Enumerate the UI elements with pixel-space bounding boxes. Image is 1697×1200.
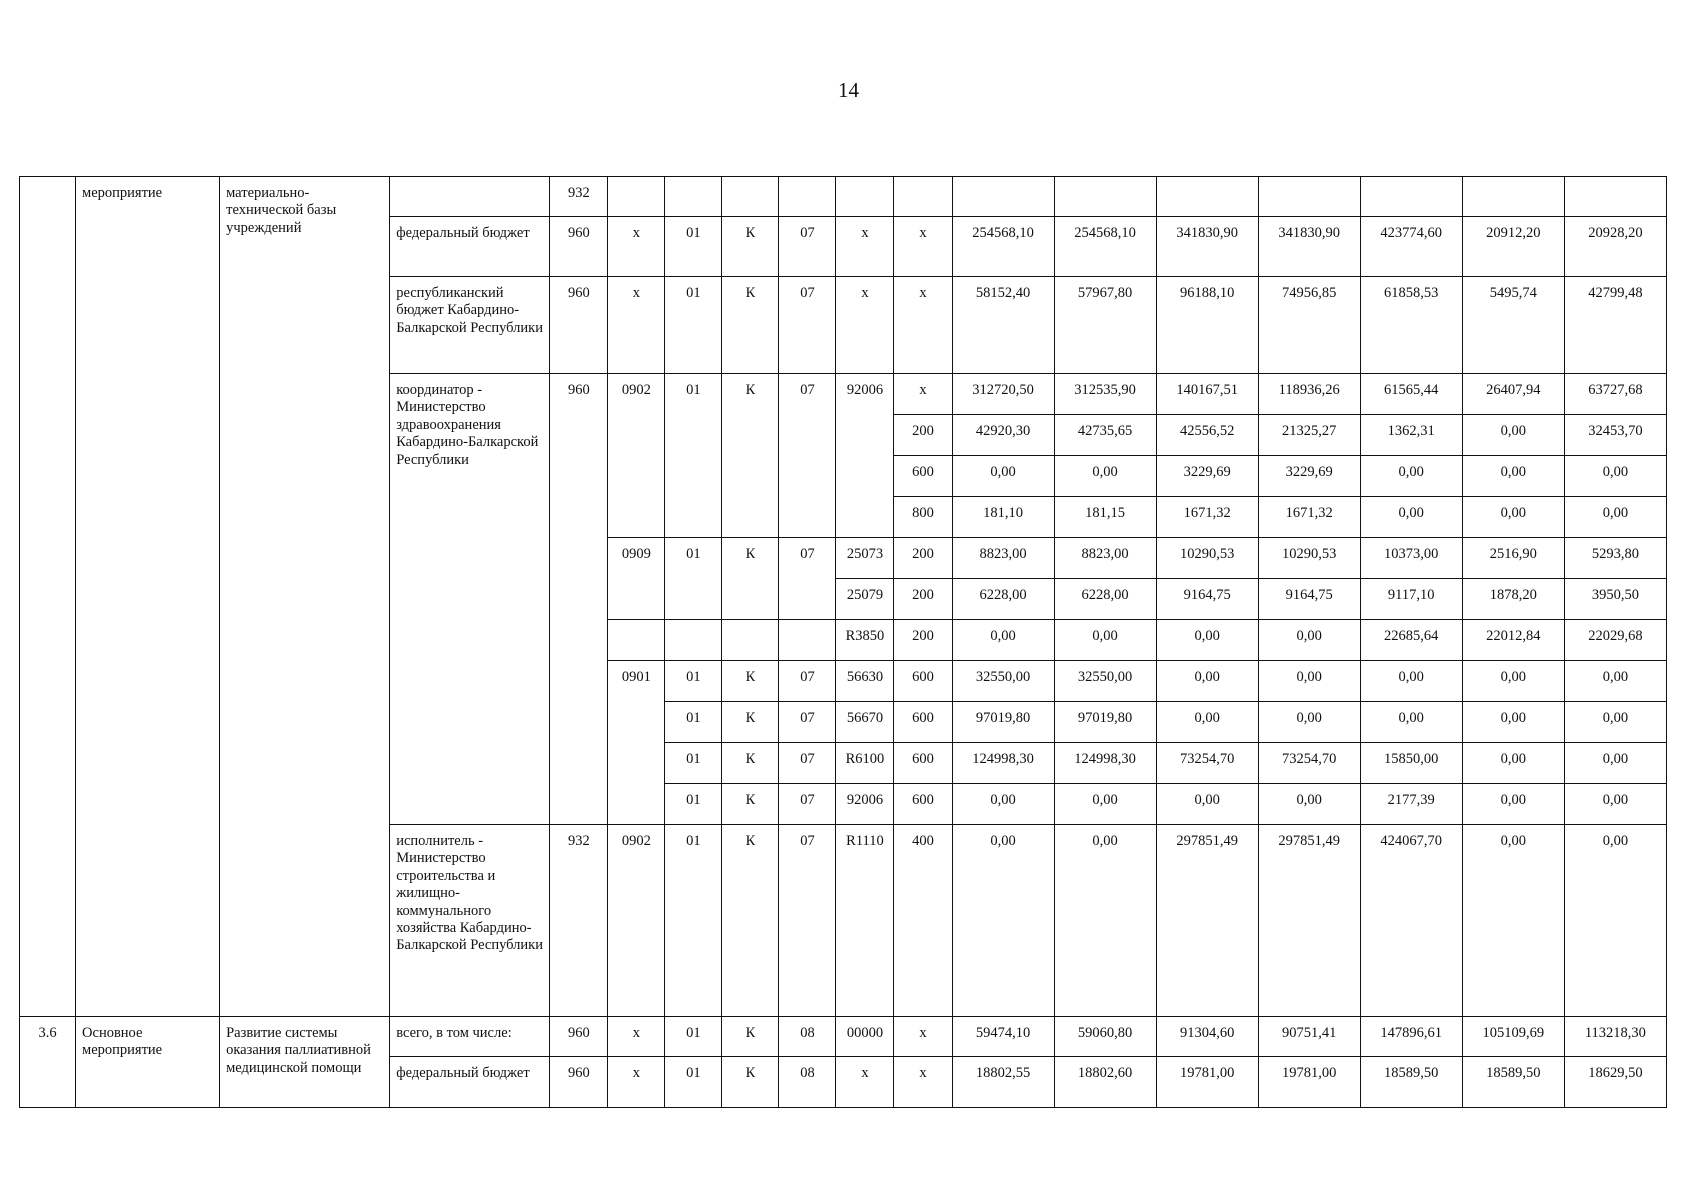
table-cell: 0,00 bbox=[1564, 825, 1666, 1017]
table-cell bbox=[1564, 177, 1666, 217]
table-cell: 01 bbox=[665, 702, 722, 743]
table-cell: 118936,26 bbox=[1258, 374, 1360, 415]
table-cell: 600 bbox=[894, 743, 952, 784]
table-cell: R3850 bbox=[836, 620, 894, 661]
table-cell bbox=[20, 177, 76, 1017]
table-cell: 07 bbox=[779, 217, 836, 277]
table-cell: 0902 bbox=[608, 825, 665, 1017]
table-cell bbox=[722, 177, 779, 217]
table-cell: К bbox=[722, 784, 779, 825]
table-cell: х bbox=[608, 277, 665, 374]
table-cell: 0,00 bbox=[1462, 784, 1564, 825]
table-cell: 0,00 bbox=[1360, 456, 1462, 497]
table-cell: 25073 bbox=[836, 538, 894, 579]
table-cell: 0,00 bbox=[1564, 456, 1666, 497]
table-cell: х bbox=[894, 1017, 952, 1057]
table-cell: К bbox=[722, 217, 779, 277]
table-cell: R1110 bbox=[836, 825, 894, 1017]
table-cell: К bbox=[722, 702, 779, 743]
table-cell: Развитие системы оказания паллиативной медицинской помощи bbox=[220, 1017, 390, 1108]
table-cell: 10373,00 bbox=[1360, 538, 1462, 579]
table-cell bbox=[665, 620, 722, 661]
table-cell: 5293,80 bbox=[1564, 538, 1666, 579]
table-cell: 181,15 bbox=[1054, 497, 1156, 538]
table-cell: 932 bbox=[550, 177, 608, 217]
table-cell: 21325,27 bbox=[1258, 415, 1360, 456]
table-cell: 2516,90 bbox=[1462, 538, 1564, 579]
table-cell: 90751,41 bbox=[1258, 1017, 1360, 1057]
table-cell: 424067,70 bbox=[1360, 825, 1462, 1017]
table-cell bbox=[390, 177, 550, 217]
table-cell: 254568,10 bbox=[952, 217, 1054, 277]
table-cell: 8823,00 bbox=[1054, 538, 1156, 579]
table-cell: 0,00 bbox=[1360, 661, 1462, 702]
table-cell: х bbox=[894, 1057, 952, 1108]
table-cell: 97019,80 bbox=[1054, 702, 1156, 743]
table-cell: 341830,90 bbox=[1156, 217, 1258, 277]
table-cell: 07 bbox=[779, 374, 836, 538]
table-cell bbox=[1462, 177, 1564, 217]
table-cell: 61858,53 bbox=[1360, 277, 1462, 374]
table-cell: 59474,10 bbox=[952, 1017, 1054, 1057]
table-cell: 22012,84 bbox=[1462, 620, 1564, 661]
table-cell: 19781,00 bbox=[1258, 1057, 1360, 1108]
budget-table bbox=[19, 176, 1667, 1108]
table-cell: 297851,49 bbox=[1156, 825, 1258, 1017]
table-cell: 0901 bbox=[608, 661, 665, 825]
table-cell: 0,00 bbox=[1156, 620, 1258, 661]
table-cell bbox=[1054, 177, 1156, 217]
table-cell: 10290,53 bbox=[1258, 538, 1360, 579]
table-cell: 0,00 bbox=[1258, 661, 1360, 702]
table-cell: 73254,70 bbox=[1258, 743, 1360, 784]
table-cell: 312720,50 bbox=[952, 374, 1054, 415]
table-cell: 3229,69 bbox=[1258, 456, 1360, 497]
table-cell: 01 bbox=[665, 825, 722, 1017]
table-cell: 400 bbox=[894, 825, 952, 1017]
table-cell: 0,00 bbox=[1156, 661, 1258, 702]
table-cell: 92006 bbox=[836, 374, 894, 538]
table-cell: 113218,30 bbox=[1564, 1017, 1666, 1057]
table-cell bbox=[779, 620, 836, 661]
table-cell: 18589,50 bbox=[1462, 1057, 1564, 1108]
table-cell: 2177,39 bbox=[1360, 784, 1462, 825]
table-cell: 22685,64 bbox=[1360, 620, 1462, 661]
table-cell: 0,00 bbox=[1258, 702, 1360, 743]
table-cell: 0,00 bbox=[952, 456, 1054, 497]
table-cell: 01 bbox=[665, 784, 722, 825]
table-cell: 312535,90 bbox=[1054, 374, 1156, 415]
table-cell: 200 bbox=[894, 538, 952, 579]
table-cell: 0,00 bbox=[1054, 456, 1156, 497]
table-cell: 63727,68 bbox=[1564, 374, 1666, 415]
table-cell: х bbox=[836, 217, 894, 277]
table-cell: 0,00 bbox=[1360, 702, 1462, 743]
table-cell bbox=[665, 177, 722, 217]
table-cell: 92006 bbox=[836, 784, 894, 825]
table-cell: 22029,68 bbox=[1564, 620, 1666, 661]
table-cell: 01 bbox=[665, 661, 722, 702]
table-cell: координатор - Министерство здравоохранения Кабардино-Балкарской Республики bbox=[390, 374, 550, 825]
table-cell: К bbox=[722, 374, 779, 538]
table-cell: 00000 bbox=[836, 1017, 894, 1057]
table-cell: 73254,70 bbox=[1156, 743, 1258, 784]
table-cell: х bbox=[894, 217, 952, 277]
table-cell: 0,00 bbox=[1564, 702, 1666, 743]
table-cell: 1671,32 bbox=[1156, 497, 1258, 538]
table-cell: 01 bbox=[665, 277, 722, 374]
table-cell: 0,00 bbox=[1462, 743, 1564, 784]
table-cell: 200 bbox=[894, 620, 952, 661]
table-cell: 07 bbox=[779, 702, 836, 743]
table-cell: 15850,00 bbox=[1360, 743, 1462, 784]
table-cell: х bbox=[836, 1057, 894, 1108]
table-cell: 0,00 bbox=[1462, 415, 1564, 456]
table-cell bbox=[1258, 177, 1360, 217]
table-cell: 0,00 bbox=[952, 620, 1054, 661]
table-cell: 140167,51 bbox=[1156, 374, 1258, 415]
table-cell: 124998,30 bbox=[1054, 743, 1156, 784]
table-cell: 423774,60 bbox=[1360, 217, 1462, 277]
table-cell: 200 bbox=[894, 415, 952, 456]
page-number: 14 bbox=[838, 78, 859, 102]
table-cell: 960 bbox=[550, 217, 608, 277]
table-cell bbox=[779, 177, 836, 217]
table-cell: 97019,80 bbox=[952, 702, 1054, 743]
table-cell: 0,00 bbox=[1462, 825, 1564, 1017]
table-row bbox=[20, 1017, 1667, 1057]
table-cell: 20928,20 bbox=[1564, 217, 1666, 277]
table-cell: 0,00 bbox=[1156, 784, 1258, 825]
table-cell: 181,10 bbox=[952, 497, 1054, 538]
table-cell: 0,00 bbox=[1462, 702, 1564, 743]
table-cell bbox=[894, 177, 952, 217]
table-cell bbox=[722, 620, 779, 661]
table-cell: К bbox=[722, 1017, 779, 1057]
table-cell: х bbox=[608, 1017, 665, 1057]
table-cell: 960 bbox=[550, 374, 608, 825]
table-cell: 10290,53 bbox=[1156, 538, 1258, 579]
table-cell: 19781,00 bbox=[1156, 1057, 1258, 1108]
table-cell: 07 bbox=[779, 743, 836, 784]
table-cell: 07 bbox=[779, 825, 836, 1017]
table-cell: 07 bbox=[779, 661, 836, 702]
table-cell: 1671,32 bbox=[1258, 497, 1360, 538]
table-cell: 0,00 bbox=[1054, 620, 1156, 661]
table-cell: 01 bbox=[665, 374, 722, 538]
table-cell: 8823,00 bbox=[952, 538, 1054, 579]
table-cell: 01 bbox=[665, 217, 722, 277]
table-cell: 18629,50 bbox=[1564, 1057, 1666, 1108]
table-cell: 960 bbox=[550, 1057, 608, 1108]
table-cell: 74956,85 bbox=[1258, 277, 1360, 374]
table-cell: федеральный бюджет bbox=[390, 1057, 550, 1108]
table-cell: 08 bbox=[779, 1057, 836, 1108]
table-cell: 6228,00 bbox=[952, 579, 1054, 620]
table-cell: 0,00 bbox=[1054, 784, 1156, 825]
table-cell: 0,00 bbox=[1156, 702, 1258, 743]
table-cell bbox=[836, 177, 894, 217]
table-cell: х bbox=[894, 374, 952, 415]
table-cell: 07 bbox=[779, 784, 836, 825]
table-cell: 20912,20 bbox=[1462, 217, 1564, 277]
table-cell: 0,00 bbox=[1564, 497, 1666, 538]
table-cell: 26407,94 bbox=[1462, 374, 1564, 415]
table-cell: 25079 bbox=[836, 579, 894, 620]
table-cell: 600 bbox=[894, 784, 952, 825]
table-cell: 3.6 bbox=[20, 1017, 76, 1108]
table-cell: К bbox=[722, 1057, 779, 1108]
table-cell: 600 bbox=[894, 661, 952, 702]
table-cell: 32550,00 bbox=[952, 661, 1054, 702]
table-cell: 07 bbox=[779, 538, 836, 620]
table-cell: 105109,69 bbox=[1462, 1017, 1564, 1057]
table-cell: 0,00 bbox=[952, 784, 1054, 825]
table-cell: 800 bbox=[894, 497, 952, 538]
table-row bbox=[20, 177, 1667, 217]
table-cell: 960 bbox=[550, 277, 608, 374]
table-cell: 1878,20 bbox=[1462, 579, 1564, 620]
table-cell: К bbox=[722, 743, 779, 784]
table-cell: 18589,50 bbox=[1360, 1057, 1462, 1108]
table-cell: 200 bbox=[894, 579, 952, 620]
table-cell: 56670 bbox=[836, 702, 894, 743]
table-cell: 01 bbox=[665, 538, 722, 620]
table-cell: 01 bbox=[665, 1017, 722, 1057]
table-cell: 341830,90 bbox=[1258, 217, 1360, 277]
table-cell: 42799,48 bbox=[1564, 277, 1666, 374]
table-cell: 6228,00 bbox=[1054, 579, 1156, 620]
table-cell: 42920,30 bbox=[952, 415, 1054, 456]
table-cell: 96188,10 bbox=[1156, 277, 1258, 374]
table-cell: 5495,74 bbox=[1462, 277, 1564, 374]
table-cell: К bbox=[722, 538, 779, 620]
table-cell: 56630 bbox=[836, 661, 894, 702]
table-cell: исполнитель - Министерство строительства и жилищно-коммунального хозяйства Кабардино-Балкарской Республики bbox=[390, 825, 550, 1017]
table-cell: 0,00 bbox=[952, 825, 1054, 1017]
table-cell: 0902 bbox=[608, 374, 665, 538]
table-cell: К bbox=[722, 825, 779, 1017]
table-cell: 1362,31 bbox=[1360, 415, 1462, 456]
table-cell: 01 bbox=[665, 1057, 722, 1108]
table-cell: 59060,80 bbox=[1054, 1017, 1156, 1057]
table-cell: 32550,00 bbox=[1054, 661, 1156, 702]
table-cell: всего, в том числе: bbox=[390, 1017, 550, 1057]
table-cell: 32453,70 bbox=[1564, 415, 1666, 456]
table-cell: 0909 bbox=[608, 538, 665, 620]
table-cell: 0,00 bbox=[1564, 743, 1666, 784]
table-cell bbox=[608, 177, 665, 217]
table-cell: 0,00 bbox=[1462, 497, 1564, 538]
table-cell: 147896,61 bbox=[1360, 1017, 1462, 1057]
table-cell: 3229,69 bbox=[1156, 456, 1258, 497]
table-cell: Основное мероприятие bbox=[76, 1017, 220, 1108]
table-cell: 07 bbox=[779, 277, 836, 374]
table-cell: 124998,30 bbox=[952, 743, 1054, 784]
table-cell bbox=[608, 620, 665, 661]
table-cell: 91304,60 bbox=[1156, 1017, 1258, 1057]
table-cell: 0,00 bbox=[1360, 497, 1462, 538]
table-cell: 08 bbox=[779, 1017, 836, 1057]
table-cell: 0,00 bbox=[1258, 784, 1360, 825]
table-cell: 600 bbox=[894, 456, 952, 497]
table-cell: х bbox=[608, 217, 665, 277]
table-cell: 9164,75 bbox=[1258, 579, 1360, 620]
table-cell: федеральный бюджет bbox=[390, 217, 550, 277]
table-cell: республиканский бюджет Кабардино-Балкарской Республики bbox=[390, 277, 550, 374]
table-cell: 01 bbox=[665, 743, 722, 784]
table-cell bbox=[1360, 177, 1462, 217]
table-cell: х bbox=[608, 1057, 665, 1108]
table-cell: 18802,60 bbox=[1054, 1057, 1156, 1108]
table-cell bbox=[952, 177, 1054, 217]
table-cell: 3950,50 bbox=[1564, 579, 1666, 620]
table-cell: 0,00 bbox=[1462, 456, 1564, 497]
table-cell bbox=[1156, 177, 1258, 217]
table-cell: 960 bbox=[550, 1017, 608, 1057]
table-cell: 932 bbox=[550, 825, 608, 1017]
table-cell: 297851,49 bbox=[1258, 825, 1360, 1017]
table-cell: 9164,75 bbox=[1156, 579, 1258, 620]
table-cell: х bbox=[894, 277, 952, 374]
table-cell: 9117,10 bbox=[1360, 579, 1462, 620]
table-cell: 0,00 bbox=[1258, 620, 1360, 661]
table-cell: 0,00 bbox=[1564, 661, 1666, 702]
table-cell: х bbox=[836, 277, 894, 374]
table-cell: 0,00 bbox=[1054, 825, 1156, 1017]
table-cell: 254568,10 bbox=[1054, 217, 1156, 277]
table-cell: 42735,65 bbox=[1054, 415, 1156, 456]
table-cell: R6100 bbox=[836, 743, 894, 784]
table-cell: 600 bbox=[894, 702, 952, 743]
table-cell: 58152,40 bbox=[952, 277, 1054, 374]
table-cell: 18802,55 bbox=[952, 1057, 1054, 1108]
table-cell: 61565,44 bbox=[1360, 374, 1462, 415]
table-cell: К bbox=[722, 661, 779, 702]
table-cell: К bbox=[722, 277, 779, 374]
table-cell: мероприятие bbox=[76, 177, 220, 1017]
table-cell: 57967,80 bbox=[1054, 277, 1156, 374]
table-cell: материально-технической базы учреждений bbox=[220, 177, 390, 1017]
table-cell: 42556,52 bbox=[1156, 415, 1258, 456]
table-cell: 0,00 bbox=[1462, 661, 1564, 702]
table-cell: 0,00 bbox=[1564, 784, 1666, 825]
